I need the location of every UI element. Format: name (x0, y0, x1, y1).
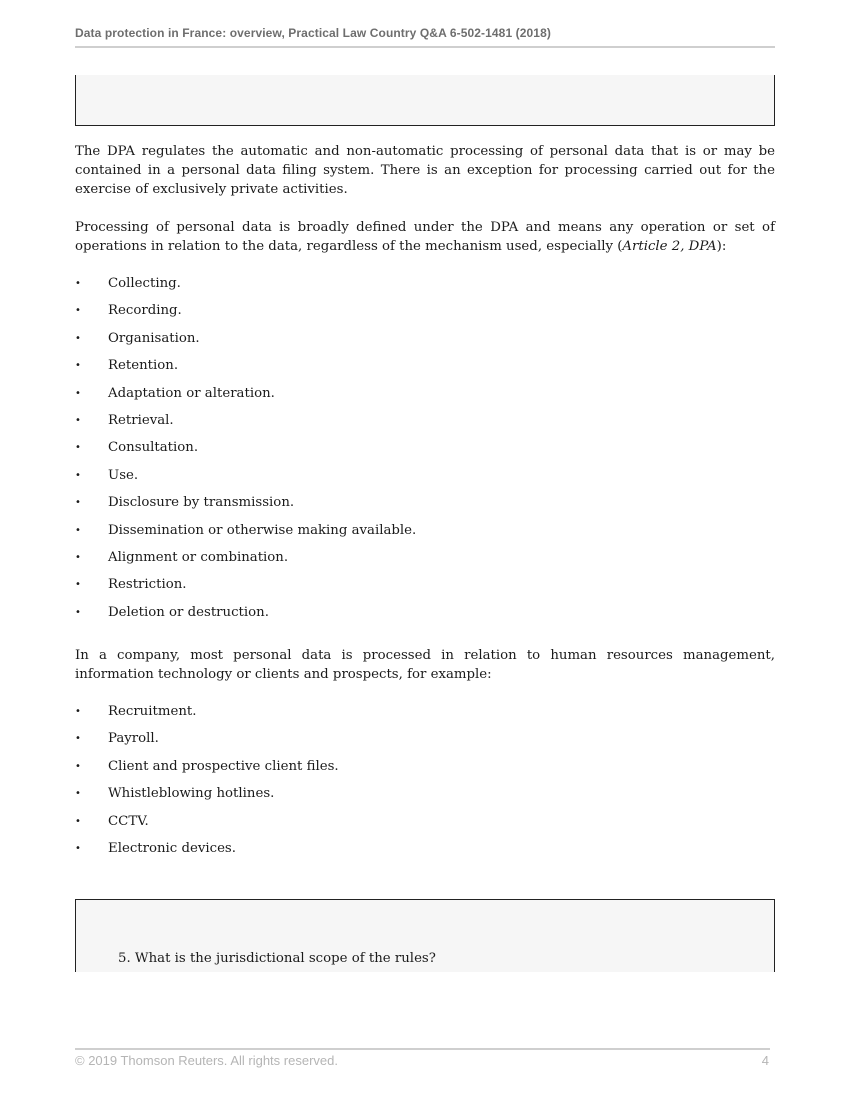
header-divider (75, 46, 775, 48)
list-item-text: Organisation. (108, 330, 200, 346)
bullet-icon: • (75, 551, 81, 563)
question-box-end (75, 75, 775, 126)
bullet-icon: • (75, 788, 81, 800)
list-item-text: Dissemination or otherwise making available. (108, 522, 417, 538)
bullet-icon: • (75, 442, 81, 454)
bullet-icon: • (75, 332, 81, 344)
bullet-icon: • (75, 278, 81, 289)
paragraph-processing-text: Processing of personal data is broadly defined under the DPA and means any operation or set of operations in relation to the data, regardless of the mechanism used, especially ( (75, 220, 775, 254)
list-item-text: Deletion or destruction. (108, 604, 269, 620)
question-heading: 5. What is the jurisdictional scope of the rules? (118, 951, 436, 966)
bullet-icon: • (75, 815, 81, 827)
list-item-text: Consultation. (108, 440, 199, 456)
list-item-text: Use. (108, 467, 139, 483)
paragraph-company-processing: In a company, most personal data is processed in relation to human resources management, information technology or clients and prospects, for example: (75, 648, 775, 682)
paragraph-processing-definition (75, 218, 775, 256)
bullet-icon: • (75, 497, 81, 509)
bullet-icon: • (75, 524, 81, 536)
footer-copyright: © 2019 Thomson Reuters. All rights reserved. (75, 1053, 338, 1068)
list-item-text: CCTV. (108, 813, 149, 829)
article-reference: Article 2, DPA (622, 239, 717, 254)
bullet-icon: • (75, 579, 81, 591)
list-item-text: Retention. (108, 358, 179, 374)
list-item-text: Electronic devices. (108, 840, 236, 856)
list-item-text: Alignment or combination. (108, 549, 289, 565)
bullet-icon: • (75, 469, 81, 481)
bullet-icon: • (75, 842, 81, 854)
list-item-text: Whistleblowing hotlines. (108, 786, 275, 802)
page-number: 4 (761, 1053, 769, 1068)
page-header-title: Data protection in France: overview, Practical Law Country Q&A 6-502-1481 (2018) (75, 26, 551, 40)
list-item-text: Disclosure by transmission. (108, 495, 295, 511)
bullet-icon: • (75, 606, 81, 618)
paragraph-processing-end: ): (716, 239, 727, 254)
bullet-icon: • (75, 305, 81, 317)
list-item-text: Restriction. (108, 577, 187, 593)
question-box (75, 899, 775, 972)
bullet-icon: • (75, 733, 81, 745)
list-item-text: Collecting. (108, 276, 181, 291)
paragraph-dpa-scope: The DPA regulates the automatic and non-automatic processing of personal data that is or may be contained in a personal data filing system. There is an exception for processing carried out for the exercise of exclusively private activities. (75, 144, 775, 197)
bullet-icon: • (75, 760, 81, 772)
list-item-text: Recruitment. (108, 704, 197, 719)
bullet-icon: • (75, 706, 81, 717)
footer-divider (75, 1048, 770, 1050)
list-item-text: Client and prospective client files. (108, 758, 339, 774)
list-item-text: Adaptation or alteration. (108, 385, 275, 401)
list-item-text: Recording. (108, 303, 182, 319)
bullet-icon: • (75, 360, 81, 372)
list-item-text: Payroll. (108, 731, 159, 747)
bullet-icon: • (75, 387, 81, 399)
bullet-icon: • (75, 414, 81, 426)
list-item-text: Retrieval. (108, 412, 174, 428)
